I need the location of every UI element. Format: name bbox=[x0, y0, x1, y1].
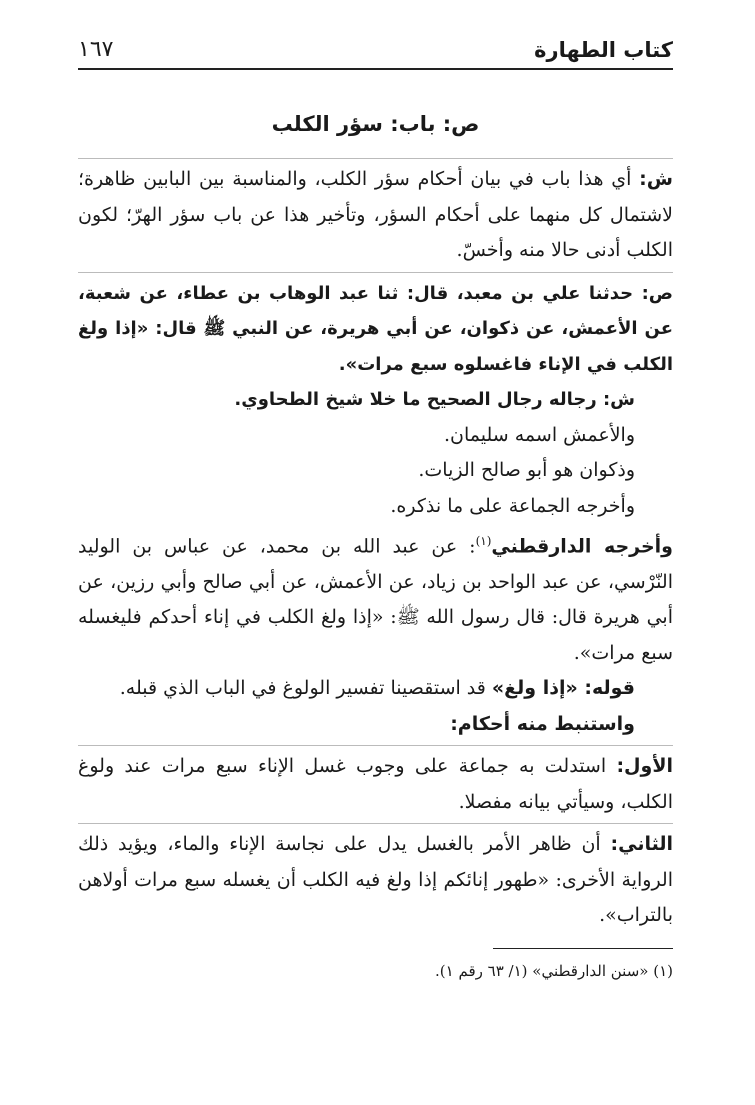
paragraph-daraqutni bbox=[78, 524, 673, 671]
paragraph-label: قوله: «إذا ولغ» bbox=[491, 677, 635, 700]
paragraph-hadith: ص: حدثنا علي بن معبد، قال: ثنا عبد الوهاب بن عطاء، عن شعبة، عن الأعمش، عن ذكوان، عن أبي هريرة، عن النبي ﷺ قال: «إذا ولغ الكلب في الإناء فاغسلوه سبع مرات». bbox=[78, 272, 673, 383]
footnote-marker: (١) bbox=[475, 534, 492, 548]
page-body bbox=[78, 112, 673, 983]
paragraph-label: الثاني: bbox=[610, 833, 673, 856]
book-title: كتاب الطهارة bbox=[534, 38, 673, 62]
paragraph-text: أن ظاهر الأمر بالغسل يدل على نجاسة الإناء والماء، ويؤيد ذلك الرواية الأخرى: «طهور إنائكم إذا ولغ فيه الكلب أن يغسله سبع مرات أولاهن بالتراب». bbox=[78, 833, 673, 927]
paragraph-text: : عن عبد الله بن محمد، عن عباس بن الوليد النّرْسي، عن عبد الواحد بن زياد، عن الأعمش، عن أبي صالح وأبي رزين، عن أبي هريرة قال: قال رسول الله ﷺ: «إذا ولغ الكلب في إناء أحدكم فليغسله سبع مرات». bbox=[78, 535, 673, 664]
paragraph-text: قد استقصينا تفسير الولوغ في الباب الذي قبله. bbox=[119, 677, 492, 700]
footnote: (١) «سنن الدارقطني» (١/ ٦٣ رقم ١). bbox=[435, 961, 673, 980]
paragraph-narrators: ش: رجاله رجال الصحيح ما خلا شيخ الطحاوي. bbox=[234, 389, 635, 410]
paragraph-label: الأول: bbox=[616, 755, 673, 778]
paragraph-text: أي هذا باب في بيان أحكام سؤر الكلب، والمناسبة بين البابين ظاهرة؛ لاشتمال كل منهما على أحكام السؤر، وتأخير هذا عن باب سؤر الهرّ؛ لكون الكلب أدنى حالا منه وأخسّ. bbox=[78, 168, 673, 261]
paragraph-qawluhu bbox=[78, 671, 673, 707]
paragraph-explanation bbox=[78, 158, 673, 269]
paragraph-second-ruling bbox=[78, 823, 673, 934]
paragraph-label: ش: bbox=[639, 168, 673, 190]
paragraph-note: وذكوان هو أبو صالح الزيات. bbox=[418, 459, 635, 481]
paragraph-text: استدلت به جماعة على وجوب غسل الإناء سبع مرات عند ولوغ الكلب، وسيأتي بيانه مفصلا. bbox=[78, 755, 673, 813]
paragraph-note: والأعمش اسمه سليمان. bbox=[444, 423, 635, 446]
paragraph-note: وأخرجه الجماعة على ما نذكره. bbox=[390, 494, 635, 517]
paragraph-first-ruling bbox=[78, 745, 673, 820]
section-heading: ص: باب: سؤر الكلب bbox=[271, 112, 480, 136]
page-number: ١٦٧ bbox=[78, 37, 114, 62]
paragraph-rulings-heading bbox=[78, 707, 673, 743]
page-header bbox=[78, 30, 673, 70]
paragraph-label: وأخرجه الدارقطني bbox=[491, 535, 673, 558]
footnote-divider bbox=[493, 948, 673, 949]
paragraph-label: واستنبط منه أحكام: bbox=[450, 712, 635, 735]
